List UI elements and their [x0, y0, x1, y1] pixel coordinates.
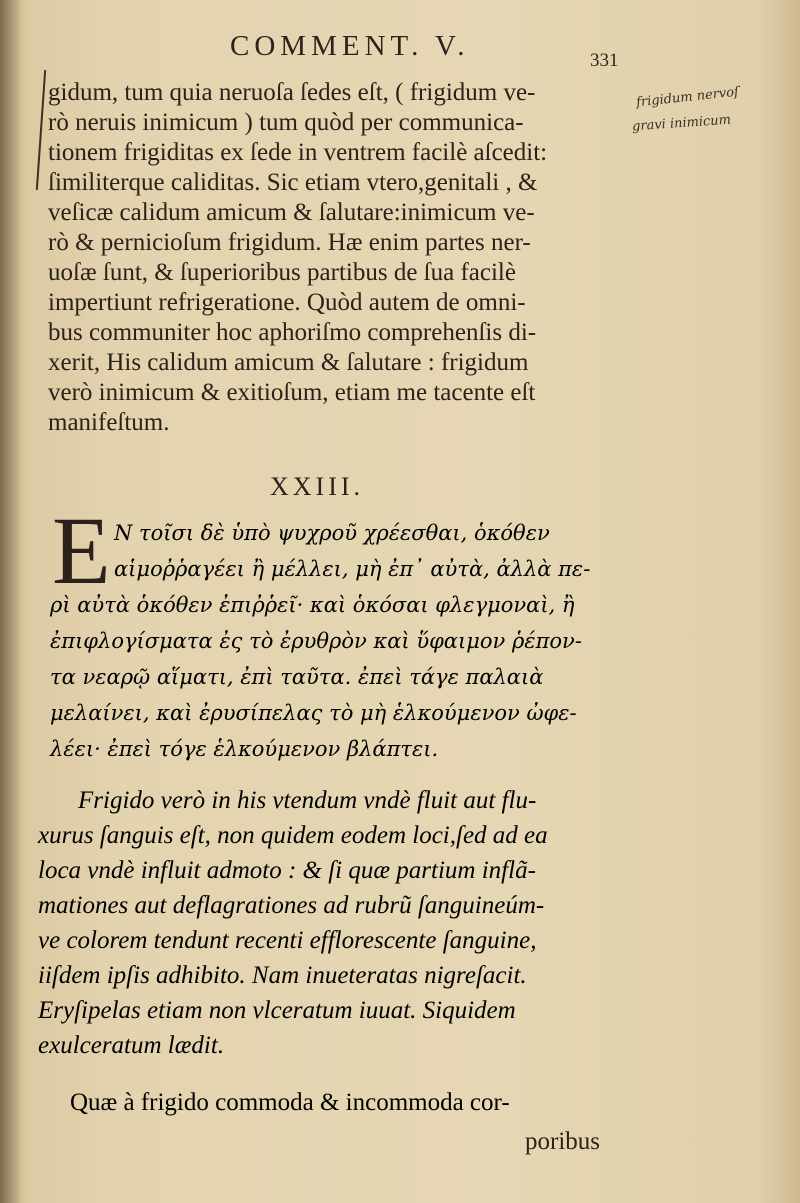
italic-line: loca vndè influit admoto : & ſi quæ partium inflã-	[38, 857, 536, 884]
margin-note-2: gravi inimicum	[631, 112, 732, 135]
text-line: manifeſtum.	[48, 409, 170, 436]
greek-line: Ν τοῖσι δὲ ὑπὸ ψυχροῦ χρέεσθαι, ὁκόθεν	[114, 521, 550, 545]
text-line: impertiunt refrigeratione. Quòd autem de omni-	[48, 289, 526, 316]
final-line: Quæ à frigido commoda & incommoda cor-	[70, 1089, 510, 1116]
italic-line: mationes aut deflagrationes ad rubrũ ſanguineúm-	[38, 892, 545, 919]
text-line: rò & pernicioſum frigidum. Hæ enim partes ner-	[48, 229, 531, 256]
greek-line: ρὶ αὐτὰ ὁκόθεν ἐπιῤῥεῖ· καὶ ὁκόσαι φλεγμοναὶ, ἢ	[50, 593, 575, 617]
catchword: poribus	[525, 1128, 600, 1155]
italic-line: xurus ſanguis eſt, non quidem eodem loci,ſed ad ea	[38, 822, 548, 849]
italic-line: iiſdem ipſis adhibito. Nam inueteratas nigreſacit.	[38, 962, 527, 989]
text-line: gidum, tum quia neruoſa ſedes eſt, ( frigidum ve-	[48, 79, 536, 106]
text-line: ſimiliterque caliditas. Sic etiam vtero,genitali , &	[48, 169, 538, 196]
text-line: tionem frigiditas ex ſede in ventrem facilè aſcedit:	[48, 139, 548, 166]
italic-line: Eryſipelas etiam non vlceratum iuuat. Siquidem	[38, 997, 516, 1024]
running-title: COMMENT. V.	[230, 30, 470, 62]
margin-ink-stroke	[36, 70, 46, 190]
spine-shadow	[0, 0, 22, 1203]
section-heading: XXIII.	[270, 472, 365, 501]
page-number: 331	[590, 50, 619, 71]
margin-note-1: frigidum nervoſ	[635, 84, 740, 111]
greek-line: λέει· ἐπεὶ τόγε ἑλκούμενον βλάπτει.	[50, 737, 439, 761]
italic-line: Frigido verò in his vtendum vndè fluit aut flu-	[78, 787, 537, 814]
text-line: xerit, His calidum amicum & ſalutare : frigidum	[48, 349, 529, 376]
text-line: uoſæ ſunt, & ſuperioribus partibus de ſua facilè	[48, 259, 516, 286]
greek-line: αἱμοῤῥαγέει ἢ μέλλει, μὴ ἐπ᾽ αὐτὰ, ἀλλὰ πε-	[114, 557, 591, 581]
text-line: verò inimicum & exitioſum, etiam me tacente eſt	[48, 379, 536, 406]
italic-line: ve colorem tendunt recenti efflorescente ſanguine,	[38, 927, 537, 954]
drop-cap: E	[52, 497, 111, 604]
text-line: rò neruis inimicum ) tum quòd per communica-	[48, 109, 524, 136]
italic-line: exulceratum lædit.	[38, 1032, 225, 1059]
text-line: bus communiter hoc aphoriſmo comprehenſis di-	[48, 319, 537, 346]
greek-line: τα νεαρῷ αἵματι, ἐπὶ ταῦτα. ἐπεὶ τάγε παλαιὰ	[50, 665, 544, 689]
greek-line: μελαίνει, καὶ ἐρυσίπελας τὸ μὴ ἑλκούμενον ὠφε-	[50, 701, 577, 725]
greek-line: ἐπιφλογίσματα ἐς τὸ ἐρυθρὸν καὶ ὕφαιμον ῥέπον-	[50, 629, 582, 653]
text-line: veſicæ calidum amicum & ſalutare:inimicum ve-	[48, 199, 535, 226]
